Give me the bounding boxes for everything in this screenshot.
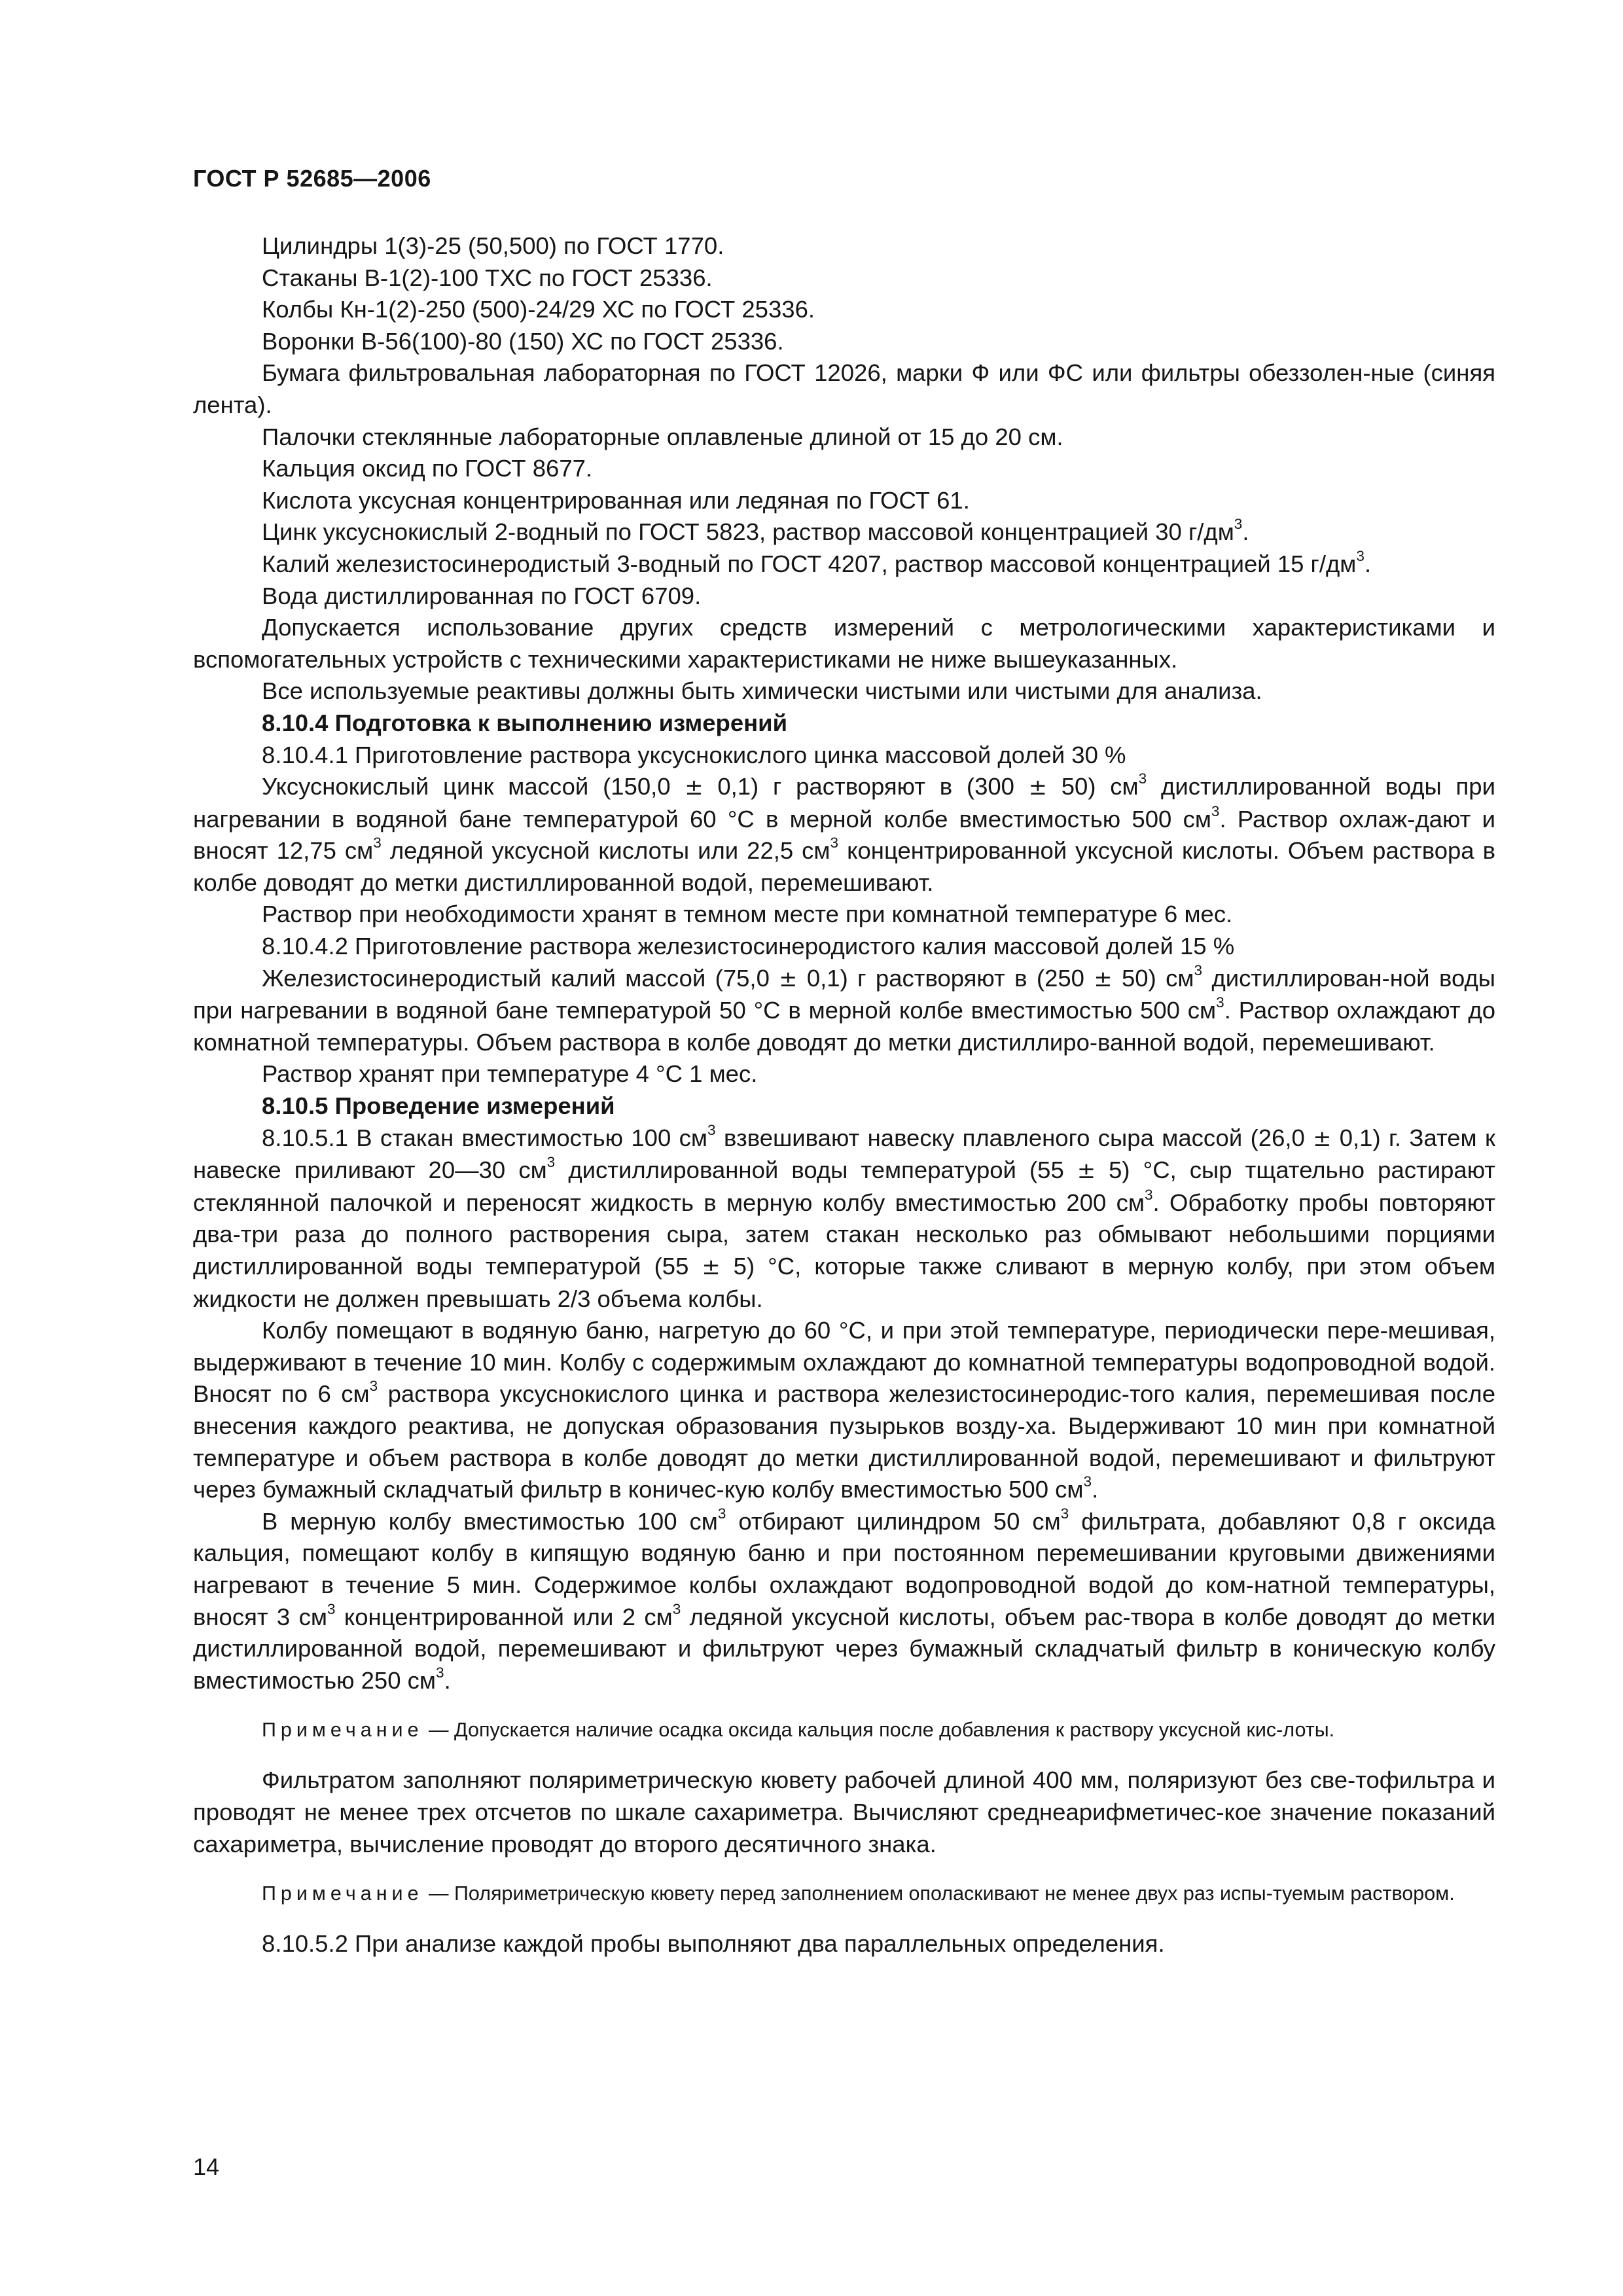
- reagent-line: Кислота уксусная концентрированная или ледяная по ГОСТ 61.: [262, 486, 970, 514]
- equipment-line: Цилиндры 1(3)-25 (50,500) по ГОСТ 1770.: [262, 232, 724, 259]
- paragraph: Допускается использование других средств измерений с метрологическими характеристиками и вспомогательных устройств с техническими характеристиками не ниже вышеуказанных.: [193, 614, 1495, 673]
- paragraph: 8.10.5.1 В стакан вместимостью 100 $см^3$ взвешивают навеску плавленого сыра массой (26,0 ± 0,1) г. Затем к навеске приливают 20—30 $см^3$ дистиллированной воды температурой (55 ± 5) °С, сыр тщательно растирают стеклянной палочкой и переносят жидкость в мерную колбу вместимостью 200 $см^3$. Обработку пробы повторяют два-три раза до полного растворения сыра, затем стакан несколько раз обмывают небольшими порциями дистиллированной воды температурой (55 ± 5) °С, которые также сливают в мерную колбу, при этом объем жидкости не должен превышать 2/3 объема колбы.: [193, 1121, 1496, 1312]
- equipment-line: Колбы Кн-1(2)-250 (500)-24/29 ХС по ГОСТ 25336.: [262, 296, 815, 323]
- subsection-8-10-5-2: 8.10.5.2 При анализе каждой пробы выполняют два параллельных определения.: [262, 1930, 1165, 1958]
- paragraph: В мерную колбу вместимостью 100 $см^3$ отбирают цилиндром 50 $см^3$ фильтрата, добавляют 0,8 г оксида кальция, помещают колбу в кипящую водяную баню и при постоянном перемешивании круговыми движениями нагревают в течение 5 мин. Содержимое колбы охлаждают водопроводной водой до ком-натной температуры, вносят 3 $см^3$ концентрированной или 2 $см^3$ ледяной уксусной кислоты, объем рас-твора в колбе доводят до метки дистиллированной водой, перемешивают и фильтруют через бумажный складчатый фильтр в коническую колбу вместимостью 250 $см^3$.: [193, 1505, 1496, 1694]
- document-body: [193, 230, 1495, 1960]
- equipment-line: Палочки стеклянные лабораторные оплавленые длиной от 15 до 20 см.: [262, 423, 1063, 450]
- paragraph: Раствор при необходимости хранят в темном месте при комнатной температуре 6 мес.: [262, 901, 1233, 928]
- subsection-8-10-4-1: 8.10.4.1 Приготовление раствора уксуснокислого цинка массовой долей 30 %: [262, 741, 1126, 768]
- paragraph: Фильтратом заполняют поляриметрическую кювету рабочей длиной 400 мм, поляризуют без све-тофильтра и проводят не менее трех отсчетов по шкале сахариметра. Вычисляют среднеарифметичес-кое значение показаний сахариметра, вычисление проводят до второго десятичного знака.: [193, 1767, 1495, 1857]
- paragraph: Раствор хранят при температуре 4 °С 1 мес.: [262, 1060, 758, 1088]
- section-heading-8-10-4: 8.10.4 Подготовка к выполнению измерений: [262, 709, 788, 736]
- note-2: Примечание — Поляриметрическую кювету перед заполнением ополаскивают не менее двух раз испы-туемым раствором.: [262, 1882, 1455, 1905]
- subsection-8-10-4-2: 8.10.4.2 Приготовление раствора железистосинеродистого калия массовой долей 15 %: [262, 933, 1235, 960]
- paragraph: Колбу помещают в водяную баню, нагретую до 60 °С, и при этой температуре, периодически пере-мешивая, выдерживают в течение 10 мин. Колбу с содержимым охлаждают до комнатной температуры водопроводной водой. Вносят по 6 $см^3$ раствора уксуснокислого цинка и раствора железистосинеродис-того калия, перемешивая после внесения каждого реактива, не допуская образования пузырьков возду-ха. Выдерживают 10 мин при комнатной температуре и объем раствора в колбе доводят до метки дистиллированной водой, перемешивают и фильтруют через бумажный складчатый фильтр в коничес-кую колбу вместимостью 500 $см^3$.: [193, 1317, 1496, 1503]
- standard-header: ГОСТ Р 52685—2006: [193, 165, 431, 192]
- equipment-line: Стаканы В-1(2)-100 ТХС по ГОСТ 25336.: [262, 264, 713, 291]
- reagent-line: Калий железистосинеродистый 3-водный по ГОСТ 4207, раствор массовой концентрацией 15 $г/дм^3$.: [262, 547, 1372, 577]
- reagent-line: Вода дистиллированная по ГОСТ 6709.: [262, 582, 702, 609]
- reagent-line: Кальция оксид по ГОСТ 8677.: [262, 455, 593, 482]
- page-number: 14: [193, 2153, 220, 2180]
- section-heading-8-10-5: 8.10.5 Проведение измерений: [262, 1092, 615, 1120]
- note-1: Примечание — Допускается наличие осадка оксида кальция после добавления к раствору уксусной кис-лоты.: [262, 1719, 1335, 1742]
- paragraph: Железистосинеродистый калий массой (75,0 ± 0,1) г растворяют в (250 ± 50) $см^3$ дистиллирован-ной воды при нагревании в водяной бане температурой 50 °С в мерной колбе вместимостью 500 $см^3$. Раствор охлаждают до комнатной температуры. Объем раствора в колбе доводят до метки дистиллиро-ванной водой, перемешивают.: [193, 961, 1495, 1056]
- paragraph: Все используемые реактивы должны быть химически чистыми или чистыми для анализа.: [262, 677, 1262, 705]
- reagent-line: Цинк уксуснокислый 2-водный по ГОСТ 5823, раствор массовой концентрацией 30 $г/дм^3$.: [262, 516, 1249, 546]
- equipment-line: Бумага фильтровальная лабораторная по ГОСТ 12026, марки Ф или ФС или фильтры обеззолен-ные (синяя лента).: [193, 359, 1495, 418]
- equipment-line: Воронки В-56(100)-80 (150) ХС по ГОСТ 25336.: [262, 327, 784, 355]
- paragraph: Уксуснокислый цинк массой (150,0 ± 0,1) г растворяют в (300 ± 50) $см^3$ дистиллированной воды при нагревании в водяной бане температурой 60 °С в мерной колбе вместимостью 500 $см^3$. Раствор охлаж-дают и вносят 12,75 $см^3$ ледяной уксусной кислоты или 22,5 $см^3$ концентрированной уксусной кислоты. Объем раствора в колбе доводят до метки дистиллированной водой, перемешивают.: [193, 770, 1495, 896]
